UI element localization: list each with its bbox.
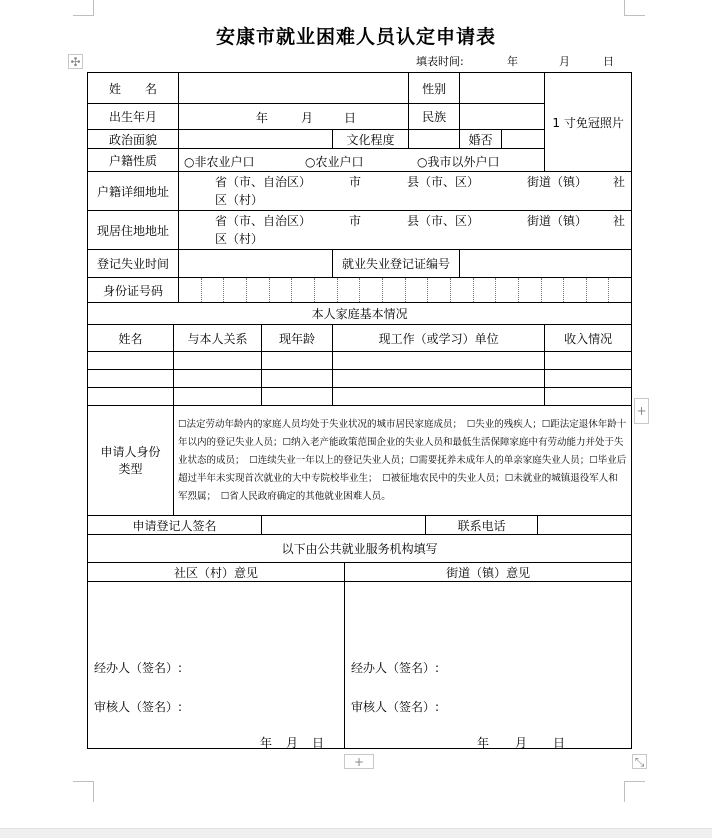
family-row[interactable] bbox=[88, 352, 632, 370]
crop-mark bbox=[624, 781, 645, 802]
table-move-handle[interactable]: ✣ bbox=[68, 54, 83, 69]
addr-she: 社 bbox=[613, 175, 626, 189]
label-marital: 婚否 bbox=[460, 130, 502, 149]
input-sign[interactable] bbox=[262, 516, 426, 535]
input-marital[interactable] bbox=[502, 130, 545, 149]
col-fam-age: 现年龄 bbox=[262, 325, 333, 352]
label-id-number: 身份证号码 bbox=[88, 278, 179, 303]
hukou-option-agri[interactable]: ○农业户口 bbox=[305, 155, 364, 169]
hukou-addr-field[interactable] bbox=[179, 172, 632, 211]
street-opinion-box[interactable] bbox=[345, 582, 632, 749]
col-fam-name: 姓名 bbox=[88, 325, 174, 352]
label-politics: 政治面貌 bbox=[88, 130, 179, 149]
input-name[interactable] bbox=[179, 73, 409, 104]
street-date-day: 日 bbox=[553, 736, 566, 749]
col-fam-work: 现工作（或学习）单位 bbox=[333, 325, 545, 352]
community-date-year: 年 bbox=[260, 736, 273, 749]
street-date-month: 月 bbox=[515, 736, 528, 749]
birth-year: 年 bbox=[256, 111, 269, 125]
street-opinion-header: 街道（镇）意见 bbox=[345, 563, 632, 582]
input-education[interactable] bbox=[409, 130, 460, 149]
applicant-type-options[interactable]: ☐法定劳动年龄内的家庭人员均处于失业状况的城市居民家庭成员； ☐失业的残疾人；☐距法定退休年龄十年以内的登记失业人员；☐纳入老产能政策范围企业的失业人员和最低生活保障家庭中有劳动能力并处于失业状态的成员； ☐连续失业一年以上的登记失业人员；☐需要抚养未成年人的单亲家庭失业人员；☐毕业后超过半年未实现首次就业的大中专院校毕业生； ☐被征地农民中的失业人员；☐未就业的城镇退役军人和军烈属； ☐省人民政府确定的其他就业困难人员。 bbox=[174, 406, 632, 516]
label-hukou-type: 户籍性质 bbox=[88, 149, 179, 172]
label-unemp-time: 登记失业时间 bbox=[88, 250, 179, 278]
label-phone: 联系电话 bbox=[426, 516, 538, 535]
addr-province: 省（市、自治区） bbox=[215, 214, 312, 228]
input-ethnic[interactable] bbox=[460, 104, 545, 130]
community-date-month: 月 bbox=[286, 736, 299, 749]
family-header: 本人家庭基本情况 bbox=[88, 303, 632, 325]
fill-date-month: 月 bbox=[559, 55, 570, 68]
add-row-button[interactable]: + bbox=[344, 754, 374, 769]
hukou-type-options bbox=[179, 149, 545, 172]
addr-city: 市 bbox=[349, 214, 362, 228]
fill-date-day: 日 bbox=[603, 55, 614, 68]
addr-county: 县（市、区） bbox=[407, 214, 480, 228]
addr-county: 县（市、区） bbox=[407, 175, 480, 189]
fill-date-year: 年 bbox=[507, 55, 518, 68]
label-education: 文化程度 bbox=[333, 130, 409, 149]
street-date-year: 年 bbox=[477, 736, 490, 749]
addr-street: 街道（镇） bbox=[527, 175, 588, 189]
street-handler: 经办人（签名）: bbox=[351, 661, 440, 675]
input-phone[interactable] bbox=[538, 516, 632, 535]
input-politics[interactable] bbox=[179, 130, 333, 149]
birth-month: 月 bbox=[301, 111, 314, 125]
page-title: 安康市就业困难人员认定申请表 bbox=[215, 26, 496, 48]
application-form-table bbox=[87, 72, 632, 749]
addr-province: 省（市、自治区） bbox=[215, 175, 312, 189]
birth-day: 日 bbox=[344, 111, 357, 125]
crop-mark bbox=[624, 0, 645, 16]
label-ethnic: 民族 bbox=[409, 104, 460, 130]
addr-community: 区（村） bbox=[215, 232, 264, 246]
label-gender: 性别 bbox=[409, 73, 460, 104]
crop-mark bbox=[73, 781, 94, 802]
add-column-button[interactable]: + bbox=[634, 398, 649, 424]
hukou-option-outside[interactable]: ○我市以外户口 bbox=[417, 155, 500, 169]
public-header: 以下由公共就业服务机构填写 bbox=[88, 535, 632, 563]
label-applicant-type: 申请人身份类型 bbox=[88, 406, 174, 516]
label-unemp-cert: 就业失业登记证编号 bbox=[333, 250, 460, 278]
fill-date-label: 填表时间: bbox=[416, 55, 464, 68]
addr-city: 市 bbox=[349, 175, 362, 189]
addr-she: 社 bbox=[613, 214, 626, 228]
family-row[interactable] bbox=[88, 388, 632, 406]
input-unemp-cert[interactable] bbox=[460, 250, 632, 278]
col-fam-relation: 与本人关系 bbox=[174, 325, 262, 352]
input-gender[interactable] bbox=[460, 73, 545, 104]
label-birth: 出生年月 bbox=[88, 104, 179, 130]
street-reviewer: 审核人（签名）: bbox=[351, 700, 440, 714]
col-fam-income: 收入情况 bbox=[545, 325, 632, 352]
input-birth[interactable] bbox=[179, 104, 409, 130]
id-number-boxes[interactable] bbox=[179, 278, 632, 303]
community-opinion-header: 社区（村）意见 bbox=[88, 563, 345, 582]
community-date-day: 日 bbox=[312, 736, 325, 749]
photo-box[interactable]: 1 寸免冠照片 bbox=[545, 73, 632, 172]
table-resize-handle[interactable]: ⤡ bbox=[632, 754, 647, 769]
community-reviewer: 审核人（签名）: bbox=[94, 700, 183, 714]
community-opinion-box[interactable] bbox=[88, 582, 345, 749]
input-unemp-time[interactable] bbox=[179, 250, 333, 278]
label-hukou-addr: 户籍详细地址 bbox=[88, 172, 179, 211]
label-current-addr: 现居住地地址 bbox=[88, 211, 179, 250]
label-name: 姓 名 bbox=[88, 73, 179, 104]
crop-mark bbox=[73, 0, 94, 16]
label-sign: 申请登记人签名 bbox=[88, 516, 262, 535]
addr-street: 街道（镇） bbox=[527, 214, 588, 228]
current-addr-field[interactable] bbox=[179, 211, 632, 250]
family-row[interactable] bbox=[88, 370, 632, 388]
hukou-option-nonagri[interactable]: ○非农业户口 bbox=[184, 155, 255, 169]
community-handler: 经办人（签名）: bbox=[94, 661, 183, 675]
addr-community: 区（村） bbox=[215, 193, 264, 207]
